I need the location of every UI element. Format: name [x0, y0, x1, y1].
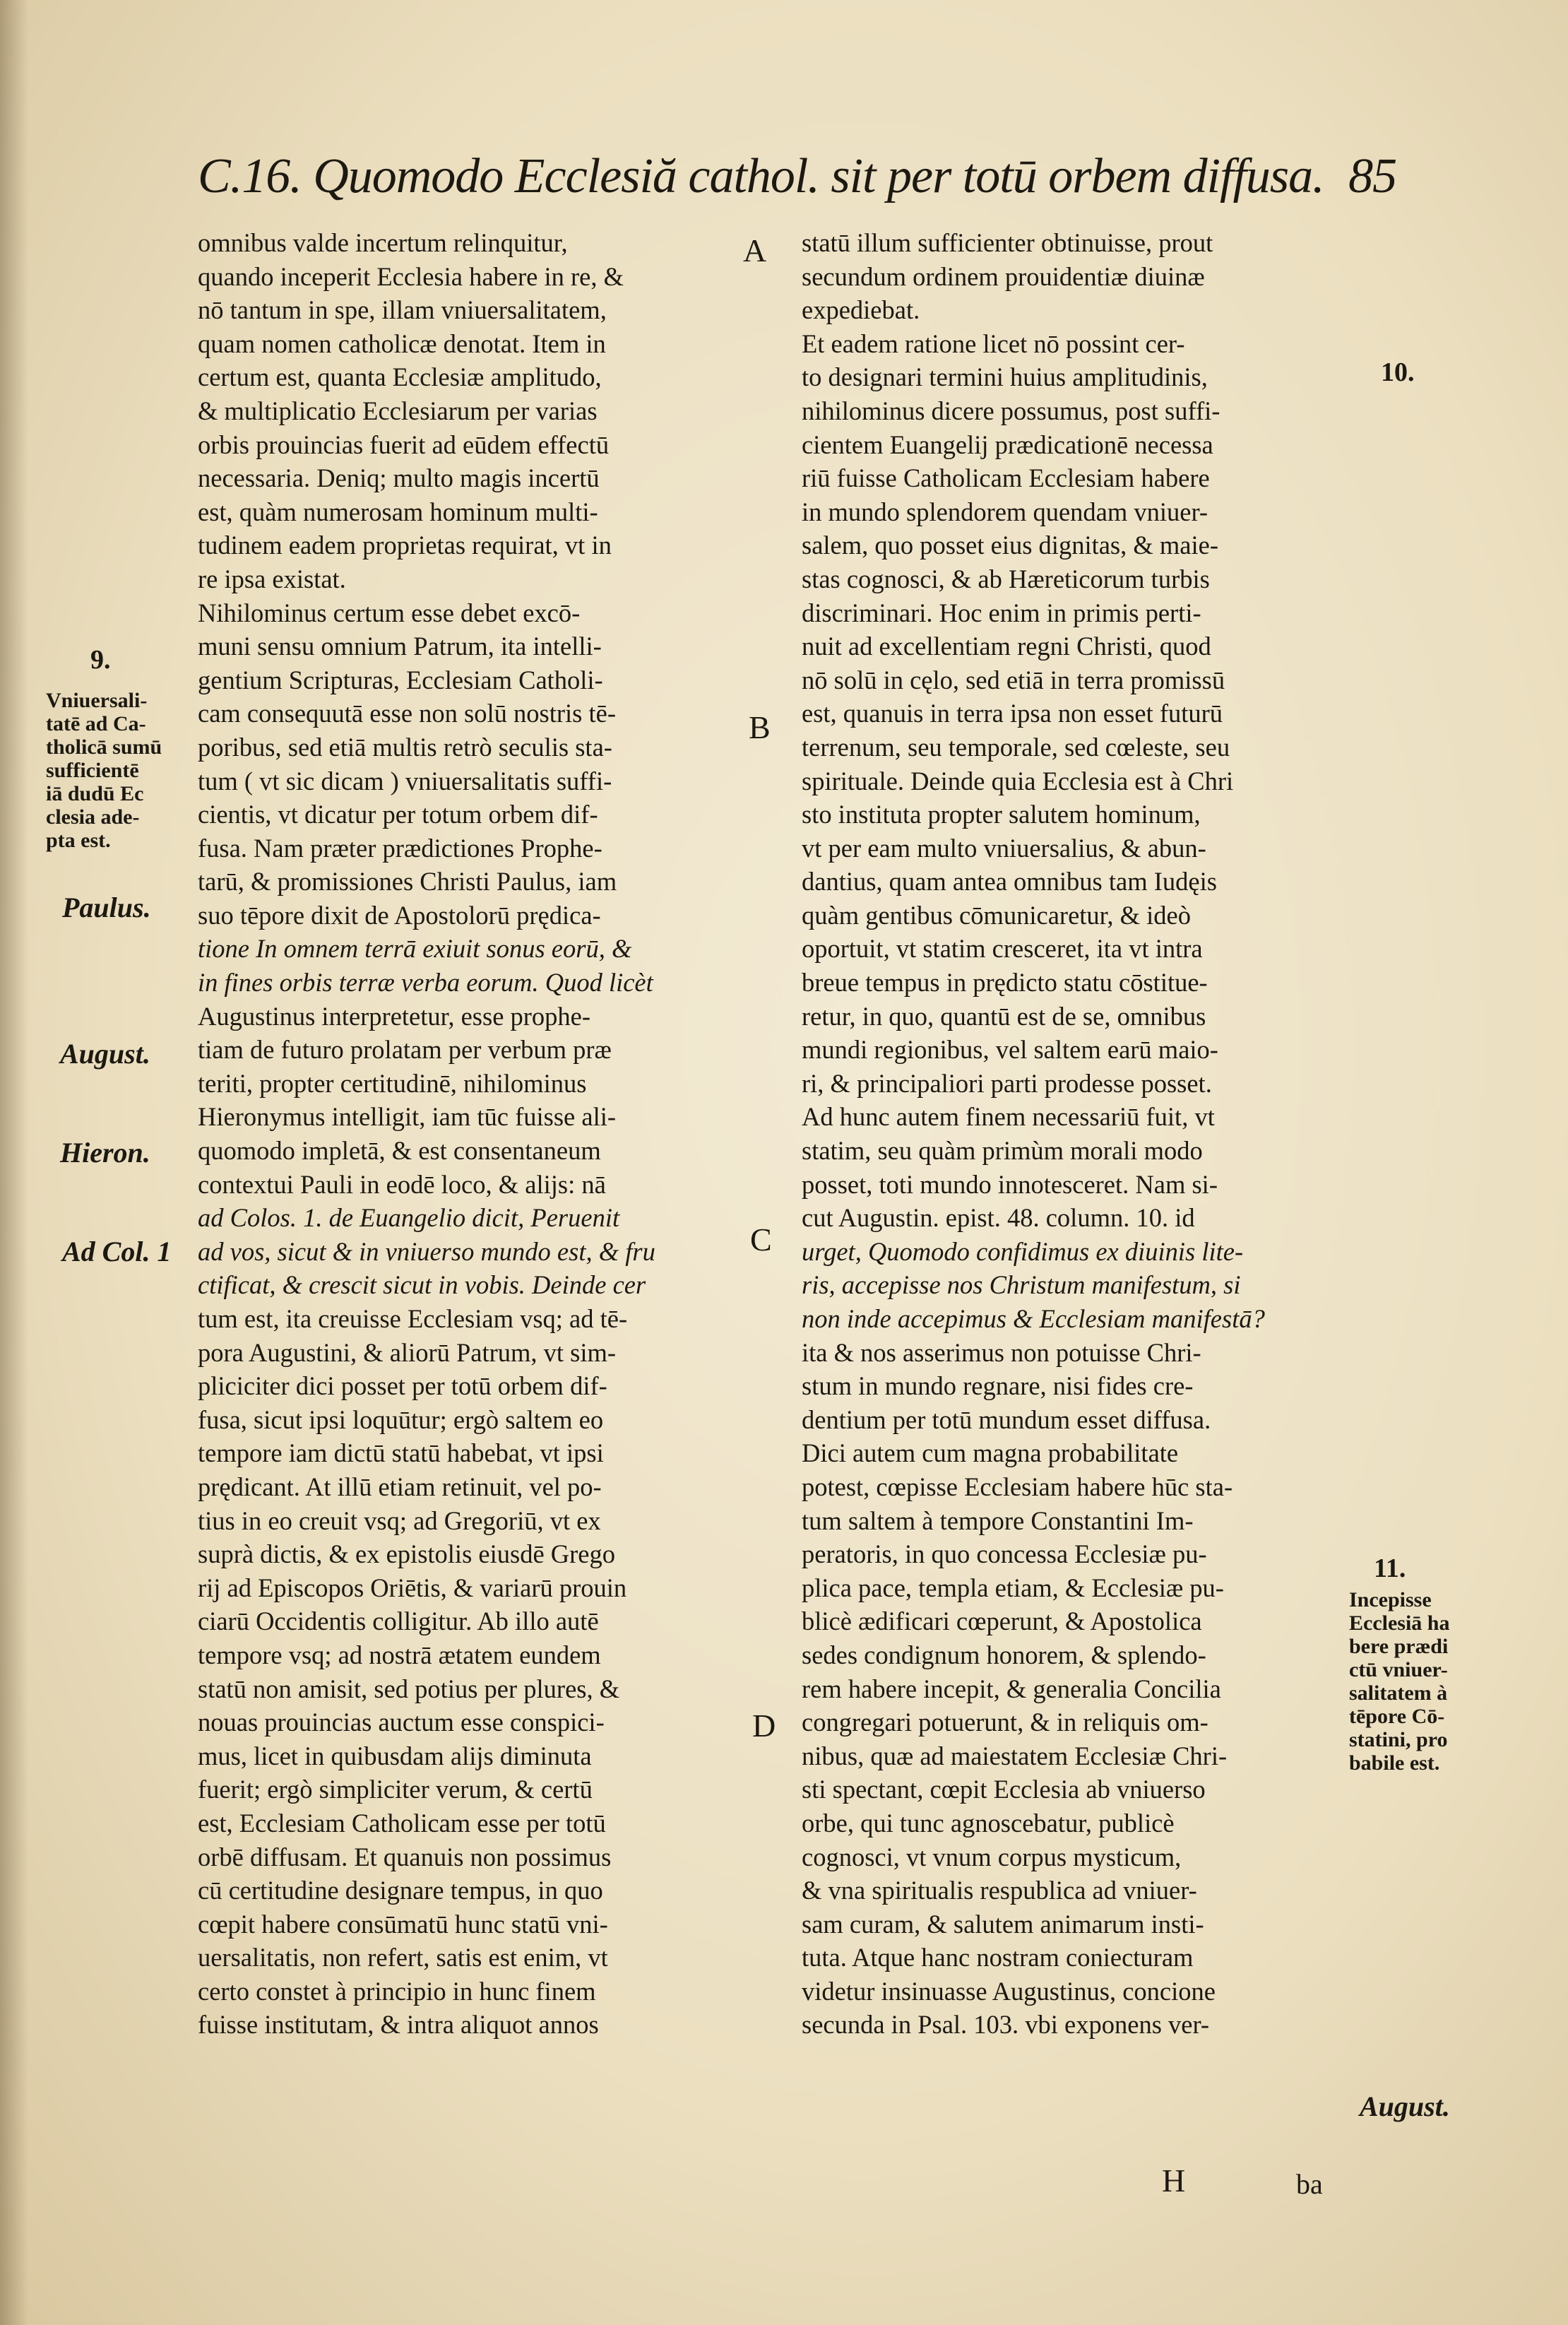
text-line: certo constet à principio in hunc finem — [198, 1976, 596, 2006]
text-line: peratoris, in quo concessa Ecclesiæ pu- — [802, 1539, 1207, 1569]
text-line: fuisse institutam, & intra aliquot annos — [198, 2010, 599, 2040]
margin-note-line: babile est. — [1349, 1751, 1440, 1775]
text-line: in mundo splendorem quendam vniuer- — [802, 497, 1208, 526]
section-letter-a: A — [743, 232, 767, 268]
text-line: ita & nos asserimus non potuisse Chri- — [802, 1337, 1201, 1367]
margin-note-line: tatē ad Ca- — [46, 712, 146, 735]
text-line: riū fuisse Catholicam Ecclesiam habere — [802, 463, 1210, 493]
text-line: pora Augustini, & aliorū Patrum, vt sim- — [198, 1337, 617, 1367]
text-line: statū non amisit, sed potius per plures, & — [198, 1674, 620, 1703]
text-line: Hieronymus intelligit, iam tūc fuisse ali- — [198, 1102, 617, 1132]
margin-ref-paulus: Paulus. — [62, 892, 151, 923]
text-line: fuerit; ergò simpliciter verum, & certū — [198, 1775, 593, 1804]
text-line: quàm gentibus cōmunicaretur, & ideò — [802, 900, 1191, 930]
text-line: necessaria. Deniq; multo magis incertū — [198, 463, 600, 493]
text-line: suprà dictis, & ex epistolis eiusdē Grego — [198, 1539, 615, 1569]
text-line: tum ( vt sic dicam ) vniuersalitatis suffi- — [198, 766, 612, 795]
text-line: fusa. Nam præter prædictiones Prophe- — [198, 833, 602, 863]
text-line: expediebat. — [802, 295, 920, 325]
text-line: secunda in Psal. 103. vbi exponens ver- — [802, 2010, 1210, 2040]
left-text-column — [198, 226, 742, 2042]
text-line: cientem Euangelij prædicationē necessa — [802, 430, 1213, 459]
text-line: orbe, qui tunc agnoscebatur, publicè — [802, 1808, 1175, 1838]
margin-note-line: bere prædi — [1349, 1635, 1449, 1658]
margin-number-10: 10. — [1381, 357, 1415, 387]
running-head — [198, 145, 1397, 208]
text-line: statim, seu quàm primùm morali modo — [802, 1136, 1203, 1166]
text-line: vt per eam multo vniuersalius, & abun- — [802, 833, 1206, 863]
text-line: Augustinus interpretetur, esse prophe- — [198, 1001, 591, 1031]
text-line: Dici autem cum magna probabilitate — [802, 1438, 1179, 1468]
text-line: tempore vsq; ad nostrā ætatem eundem — [198, 1640, 601, 1669]
text-line: est, quàm numerosam hominum multi- — [198, 497, 598, 526]
section-letter-b: B — [749, 709, 771, 745]
text-line: oportuit, vt statim cresceret, ita vt intra — [802, 934, 1203, 964]
text-line: nihilominus dicere possumus, post suffi- — [802, 396, 1220, 425]
margin-ref-col: Ad Col. 1 — [62, 1236, 172, 1267]
margin-note-line: pta est. — [46, 829, 111, 852]
text-line: ctificat, & crescit sicut in vobis. Deinde cer — [198, 1270, 646, 1300]
text-line: certum est, quanta Ecclesiæ amplitudo, — [198, 362, 602, 392]
signature-mark: H — [1162, 2163, 1186, 2199]
margin-note-line: ctū vniuer- — [1349, 1658, 1448, 1681]
text-line: tarū, & promissiones Christi Paulus, iam — [198, 867, 617, 897]
text-line: tuta. Atque hanc nostram coniecturam — [802, 1943, 1194, 1972]
margin-note-line: Ecclesiā ha — [1349, 1611, 1450, 1635]
text-line: prędicant. At illū etiam retinuit, vel po- — [198, 1472, 602, 1501]
text-line: contextui Pauli in eodē loco, & alijs: nā — [198, 1169, 606, 1199]
text-line: Ad hunc autem finem necessariū fuit, vt — [802, 1102, 1215, 1132]
text-line: poribus, sed etiā multis retrò seculis sta- — [198, 732, 612, 762]
text-line: orbis prouincias fuerit ad eūdem effectū — [198, 430, 610, 459]
margin-note-line: salitatem à — [1349, 1681, 1448, 1705]
text-line: dentium per totū mundum esset diffusa. — [802, 1404, 1211, 1434]
text-line: omnibus valde incertum relinquitur, — [198, 228, 568, 257]
text-line: rij ad Episcopos Oriētis, & variarū prouin — [198, 1573, 627, 1602]
text-line: re ipsa existat. — [198, 564, 346, 593]
text-line: fusa, sicut ipsi loquūtur; ergò saltem eo — [198, 1404, 604, 1434]
text-line: muni sensu omnium Patrum, ita intelli- — [198, 632, 602, 661]
margin-note-line: iā dudū Ec — [46, 782, 144, 805]
text-line: potest, cœpisse Ecclesiam habere hūc sta- — [802, 1472, 1233, 1501]
text-line: & multiplicatio Ecclesiarum per varias — [198, 396, 598, 425]
margin-note-line: tholicā sumū — [46, 735, 162, 759]
text-line: secundum ordinem prouidentiæ diuinæ — [802, 261, 1205, 291]
text-line: ri, & principaliori parti prodesse posset. — [802, 1068, 1212, 1098]
text-line: cœpit habere consūmatū hunc statū vni- — [198, 1909, 608, 1939]
text-line: Nihilominus certum esse debet excō- — [198, 598, 581, 627]
section-letter-d: D — [752, 1708, 776, 1744]
text-line: Et eadem ratione licet nō possint cer- — [802, 329, 1185, 358]
text-line: tudinem eadem proprietas requirat, vt in — [198, 531, 612, 560]
text-line: nibus, quæ ad maiestatem Ecclesiæ Chri- — [802, 1741, 1228, 1770]
text-line: non inde accepimus & Ecclesiam manifestā? — [802, 1304, 1265, 1333]
margin-note-line: sufficientē — [46, 759, 139, 782]
text-line: tum est, ita creuisse Ecclesiam vsq; ad tē- — [198, 1304, 628, 1333]
text-line: cut Augustin. epist. 48. column. 10. id — [802, 1203, 1195, 1233]
text-line: retur, in quo, quantū est de se, omnibus — [802, 1001, 1206, 1031]
margin-note-line: clesia ade- — [46, 805, 140, 829]
margin-ref-august: August. — [60, 1038, 150, 1070]
text-line: tione In omnem terrā exiuit sonus eorū, & — [198, 934, 632, 964]
text-line: posset, toti mundo innotesceret. Nam si- — [802, 1169, 1218, 1199]
text-line: dantius, quam antea omnibus tam Iudęis — [802, 867, 1217, 897]
text-line: nō solū in cęlo, sed etiā in terra promissū — [802, 665, 1225, 694]
text-line: teriti, propter certitudinē, nihilominus — [198, 1068, 587, 1098]
text-line: tius in eo creuit vsq; ad Gregoriū, vt ex — [198, 1505, 601, 1535]
running-head-title: C.16. Quomodo Ecclesiă cathol. sit per totū orbem diffusa. — [198, 149, 1324, 203]
margin-note-right — [1349, 1588, 1450, 1775]
margin-number-11: 11. — [1374, 1554, 1406, 1583]
text-line: plica pace, templa etiam, & Ecclesiæ pu- — [802, 1573, 1224, 1602]
text-line: mus, licet in quibusdam alijs diminuta — [198, 1741, 592, 1770]
text-line: cam consequutā esse non solū nostris tē- — [198, 699, 616, 728]
section-letter-c: C — [750, 1221, 772, 1258]
text-line: suo tēpore dixit de Apostolorū prędica- — [198, 900, 601, 930]
margin-note-line: Incepisse — [1349, 1588, 1432, 1611]
text-line: & vna spiritualis respublica ad vniuer- — [802, 1876, 1197, 1905]
text-line: discriminari. Hoc enim in primis perti- — [802, 598, 1201, 627]
margin-ref-hieron: Hieron. — [60, 1137, 150, 1169]
text-line: quam nomen catholicæ denotat. Item in — [198, 329, 606, 358]
text-line: tempore iam dictū statū habebat, vt ipsi — [198, 1438, 604, 1468]
margin-note-line: Vniuersali- — [46, 689, 148, 712]
text-line: in fines orbis terræ verba eorum. Quod licèt — [198, 968, 653, 998]
text-line: stum in mundo regnare, nisi fides cre- — [802, 1371, 1194, 1401]
text-line: orbē diffusam. Et quanuis non possimus — [198, 1842, 612, 1871]
text-line: uersalitatis, non refert, satis est enim, vt — [198, 1943, 608, 1972]
margin-number-9: 9. — [90, 645, 111, 675]
text-line: breue tempus in prędicto statu cōstitue- — [802, 968, 1208, 998]
text-line: videtur insinuasse Augustinus, concione — [802, 1976, 1216, 2006]
margin-note-line: tēpore Cō- — [1349, 1705, 1445, 1728]
text-line: est, quanuis in terra ipsa non esset futurū — [802, 699, 1223, 728]
text-line: nuit ad excellentiam regni Christi, quod — [802, 632, 1211, 661]
margin-ref-august-right: August. — [1360, 2090, 1450, 2122]
text-line: ad Colos. 1. de Euangelio dicit, Peruenit — [198, 1203, 620, 1233]
text-line: stas cognosci, & ab Hæreticorum turbis — [802, 564, 1210, 593]
text-line: sto instituta propter salutem hominum, — [802, 800, 1201, 829]
text-line: cientis, vt dicatur per totum orbem dif- — [198, 800, 598, 829]
text-line: rem habere incepit, & generalia Concilia — [802, 1674, 1221, 1703]
page-number: 85 — [1348, 149, 1397, 203]
text-line: terrenum, seu temporale, sed cœleste, seu — [802, 732, 1230, 762]
text-line: sam curam, & salutem animarum insti- — [802, 1909, 1204, 1939]
text-line: congregari potuerunt, & in reliquis om- — [802, 1708, 1208, 1737]
text-line: sedes condignum honorem, & splendo- — [802, 1640, 1206, 1669]
text-line: tum saltem à tempore Constantini Im- — [802, 1505, 1194, 1535]
text-line: blicè ædificari cœperunt, & Apostolica — [802, 1607, 1202, 1636]
catchword: ba — [1296, 2168, 1323, 2200]
text-line: pliciciter dici posset per totū orbem dif- — [198, 1371, 607, 1401]
text-line: quomodo impletā, & est consentaneum — [198, 1136, 601, 1166]
text-line: statū illum sufficienter obtinuisse, prout — [802, 228, 1213, 257]
text-line: ad vos, sicut & in vniuerso mundo est, & fru — [198, 1236, 655, 1266]
right-text-column — [802, 226, 1338, 2042]
text-line: spirituale. Deinde quia Ecclesia est à Chri — [802, 766, 1234, 795]
margin-note-left — [46, 689, 162, 852]
margin-note-line: statini, pro — [1349, 1728, 1448, 1751]
text-line: salem, quo posset eius dignitas, & maie- — [802, 531, 1218, 560]
text-line: cū certitudine designare tempus, in quo — [198, 1876, 603, 1905]
text-line: mundi regionibus, vel saltem earū maio- — [802, 1035, 1218, 1065]
text-line: ciarū Occidentis colligitur. Ab illo autē — [198, 1607, 599, 1636]
text-line: gentium Scripturas, Ecclesiam Catholi- — [198, 665, 603, 694]
text-line: ris, accepisse nos Christum manifestum, si — [802, 1270, 1241, 1300]
text-line: nouas prouincias auctum esse conspici- — [198, 1708, 605, 1737]
text-line: est, Ecclesiam Catholicam esse per totū — [198, 1808, 606, 1838]
text-line: quando inceperit Ecclesia habere in re, & — [198, 261, 624, 291]
text-line: to designari termini huius amplitudinis, — [802, 362, 1208, 392]
text-line: sti spectant, cœpit Ecclesia ab vniuerso — [802, 1775, 1206, 1804]
page-gutter-shadow — [0, 0, 28, 2325]
text-line: cognosci, vt vnum corpus mysticum, — [802, 1842, 1182, 1871]
text-line: urget, Quomodo confidimus ex diuinis lite- — [802, 1236, 1244, 1266]
text-line: nō tantum in spe, illam vniuersalitatem, — [198, 295, 607, 325]
text-line: tiam de futuro prolatam per verbum præ — [198, 1035, 612, 1065]
